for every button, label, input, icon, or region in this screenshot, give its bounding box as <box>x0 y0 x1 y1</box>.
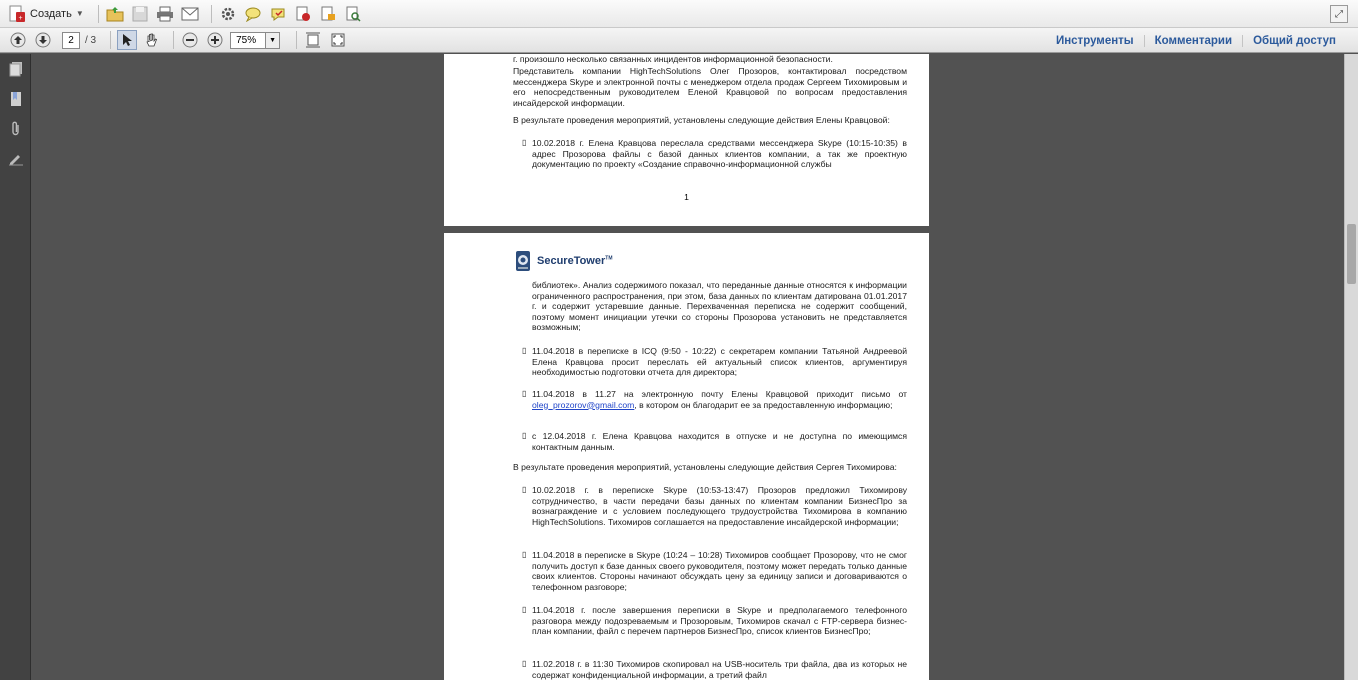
bullet-mark: ▯ <box>522 550 527 559</box>
save-icon[interactable] <box>130 4 150 24</box>
attachment-paperclip-icon[interactable] <box>0 114 31 144</box>
list-item <box>522 346 907 378</box>
zoom-in-icon[interactable] <box>205 30 225 50</box>
comment-bubble-icon[interactable] <box>243 4 263 24</box>
highlight-icon[interactable] <box>268 4 288 24</box>
list-item-text: 11.04.2018 в 11.27 на электронную почту Елены Кравцовой приходит письмо от <box>532 389 907 399</box>
list-item-text: 11.04.2018 в переписке в Skype (10:24 – 10:28) Тихомиров сообщает Прозорову, что не смог получить доступ к базе данных своего руководителя, поэтому может передать только данные своих клиентов. Стороны начинают обсуждать цену за единицу записи и договариваются о телефонном разговоре; <box>532 550 908 592</box>
list-item-continuation: библиотек». Анализ содержимого показал, что переданные данные относятся к информации ограниченного распространения, при этом, база данных по клиентам датирована 01.01.2017 г. и содержит устаревшие данные. Перехваченная переписка не содержит сообщений, поэтому момент инициации утечки со стороны Прозорова установить не представляется возможным; <box>532 280 907 333</box>
logo-text: SecureTower™ <box>537 255 613 267</box>
separator <box>296 31 297 49</box>
zoom-out-icon[interactable] <box>180 30 200 50</box>
paragraph: В результате проведения мероприятий, установлены следующие действия Елены Кравцовой: <box>513 115 890 125</box>
navigation-toolbar <box>0 28 1358 53</box>
sign-document-icon[interactable] <box>293 4 313 24</box>
create-pdf-icon <box>8 5 26 23</box>
export-document-icon[interactable] <box>318 4 338 24</box>
fit-page-icon[interactable] <box>303 30 323 50</box>
list-item <box>522 659 907 680</box>
bullet-mark: ▯ <box>522 389 527 398</box>
chevron-down-icon[interactable]: ▼ <box>266 32 280 49</box>
list-item-text: 11.04.2018 в переписке в ICQ (9:50 - 10:22) с секретарем компании Татьяной Андреевой Елена Кравцова просит переслать ей актуальный список клиентов, аргументируя необходимостью подготовки отчета для директора; <box>532 346 907 378</box>
list-item-text: 10.02.2018 г. Елена Кравцова переслала средствами мессенджера Skype (10:15-10:35) в адрес Прозорова файлы с базой данных клиентов компании, а так же проектную документацию по проекту «Создание справочно-информационной службы <box>532 138 907 170</box>
create-button[interactable] <box>8 5 84 23</box>
separator <box>98 5 99 23</box>
bookmarks-icon[interactable] <box>0 84 31 114</box>
list-item <box>522 138 907 170</box>
panel-links <box>1046 28 1346 53</box>
bullet-mark: ▯ <box>522 485 527 494</box>
tools-link[interactable]: Инструменты <box>1055 34 1134 47</box>
list-item-text: , в котором он благодарит ее за предоставленную информацию; <box>634 399 893 410</box>
list-item <box>522 431 907 452</box>
list-item <box>522 550 908 592</box>
next-page-icon[interactable] <box>33 30 53 50</box>
zoom-level-input[interactable]: 75% <box>230 32 266 49</box>
separator <box>173 31 174 49</box>
separator <box>211 5 212 23</box>
main-toolbar <box>0 0 1358 28</box>
paragraph: г. произошло несколько связанных инцидентов информационной безопасности. <box>513 54 833 64</box>
list-item <box>522 605 907 637</box>
svg-text:+: + <box>18 14 23 22</box>
bullet-mark: ▯ <box>522 346 527 355</box>
list-item <box>522 389 907 410</box>
email-icon[interactable] <box>180 4 200 24</box>
document-page-2 <box>444 233 929 680</box>
hand-tool-icon[interactable] <box>142 30 162 50</box>
comments-link[interactable]: Комментарии <box>1144 35 1242 47</box>
previous-page-icon[interactable] <box>8 30 28 50</box>
chevron-down-icon: ▼ <box>75 9 84 18</box>
separator <box>110 31 111 49</box>
document-page-1 <box>444 54 929 226</box>
securetower-logo <box>514 249 613 273</box>
select-cursor-icon[interactable] <box>117 30 137 50</box>
page-total: / 3 <box>85 34 97 46</box>
bullet-mark: ▯ <box>522 138 527 147</box>
bullet-mark: ▯ <box>522 659 527 668</box>
list-item <box>522 485 907 527</box>
review-document-icon[interactable] <box>343 4 363 24</box>
email-link[interactable]: oleg_prozorov@gmail.com <box>532 399 635 410</box>
list-item-text: 10.02.2018 г. в переписке Skype (10:53-13:47) Прозоров предложил Тихомирову сотрудничество, в части передачи базы данных по клиентам компании БизнесПро за вознаграждение и с условием последующего трудоустройства Тихомирова в компанию HighTechSolutions. Тихомиров соглашается на предоставление инсайдерской информации; <box>532 485 907 527</box>
share-link[interactable]: Общий доступ <box>1242 35 1346 47</box>
list-item-text: с 12.04.2018 г. Елена Кравцова находится в отпуске и не доступна по имеющимся контактным данным. <box>532 431 907 452</box>
paragraph: Представитель компании HighTechSolutions Олег Прозоров, контактировал посредством мессенджера Skype и электронной почты с менеджером отдела продаж Сергеем Тихомировым и его непосредственным руководителем Еленой Кравцовой по вопросам предоставления инсайдерской информации. <box>513 66 907 108</box>
page-thumbnails-icon[interactable] <box>0 54 31 84</box>
print-icon[interactable] <box>155 4 175 24</box>
navigation-pane <box>0 54 31 680</box>
vertical-scrollbar[interactable] <box>1344 54 1358 680</box>
expand-icon[interactable]: ⤢ <box>1330 5 1348 23</box>
list-item-text: 11.04.2018 г. после завершения переписки в Skype и предполагаемого телефонного разговора между подозреваемым и Прозоровым, Тихомиров скачал с FTP-сервера бизнес-план компании, файл с перечем партнеров БизнесПро, список клиентов БизнесПро; <box>532 605 907 637</box>
camera-logo-icon <box>514 249 534 273</box>
bullet-mark: ▯ <box>522 605 527 614</box>
bullet-mark: ▯ <box>522 431 527 440</box>
paragraph: В результате проведения мероприятий, установлены следующие действия Сергея Тихомирова: <box>513 462 897 472</box>
gear-icon[interactable] <box>218 4 238 24</box>
signature-icon[interactable] <box>0 144 31 174</box>
page-number: 1 <box>684 192 689 202</box>
full-screen-icon[interactable] <box>328 30 348 50</box>
create-label: Создать <box>30 7 72 20</box>
list-item-text: 11.02.2018 г. в 11:30 Тихомиров скопировал на USB-носитель три файла, два из которых не содержат конфиденциальной информации, а третий файл <box>532 659 907 680</box>
scrollbar-thumb[interactable] <box>1347 224 1356 284</box>
open-folder-icon[interactable] <box>105 4 125 24</box>
page-number-input[interactable]: 2 <box>62 32 80 49</box>
